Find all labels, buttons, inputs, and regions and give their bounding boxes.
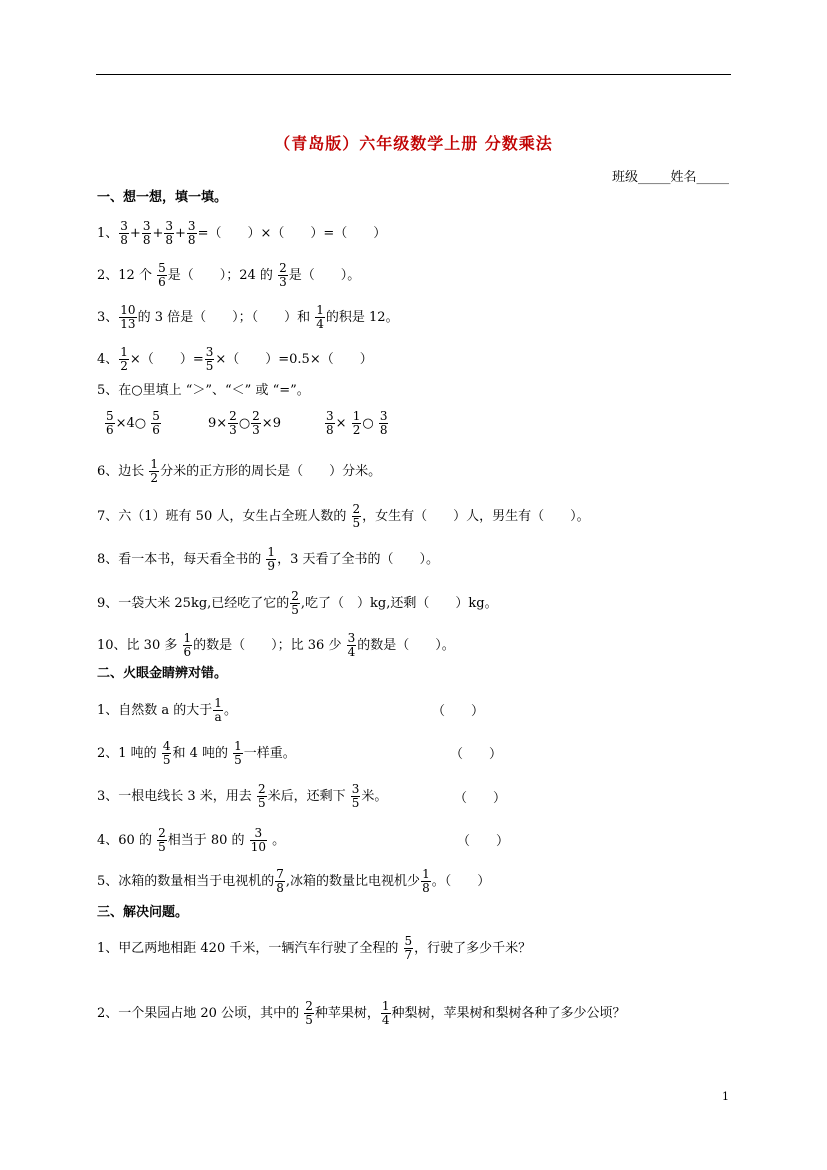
fraction: $\frac{2}{5}$ <box>257 782 266 810</box>
fraction: $\frac{1}{8}$ <box>422 867 430 895</box>
compare-item-b: 9× $\frac{2}{3}$ ○ $\frac{2}{3}$ ×9 <box>208 409 281 437</box>
question-1-2: 2、12 个 $\frac{5}{6}$ 是（ ）；24 的 $\frac{2}{3}$ 是（ ）。 <box>97 261 361 289</box>
question-1-1: 1、 $\frac{3}{8}$ + $\frac{3}{8}$ + $\frac{3}{8}$ + $\frac{3}{8}$ =（ ）×（ ）=（ ） <box>97 219 387 247</box>
fraction: $\frac{3}{10}$ <box>250 826 266 854</box>
fraction: $\frac{10}{13}$ <box>120 303 136 331</box>
question-1-7: 7、六（1）班有 50 人，女生占全班人数的 $\frac{2}{5}$ ，女生有（ ）人，男生有（ ）。 <box>97 502 590 530</box>
fraction: $\frac{1}{a}$ <box>214 696 222 724</box>
question-1-9: 9、一袋大米 25kg,已经吃了它的 $\frac{2}{5}$ ,吃了（ ）kg,还剩（ ）kg。 <box>97 589 498 617</box>
question-1-4: 4、 $\frac{1}{2}$ ×（ ）= $\frac{3}{5}$ ×（ ）=0.5×（ ） <box>97 345 373 373</box>
fraction: $\frac{2}{3}$ <box>252 409 260 437</box>
judge-3-answer: （ ） <box>454 791 507 806</box>
fraction: $\frac{3}{8}$ <box>187 219 196 247</box>
fraction: $\frac{1}{6}$ <box>183 631 192 659</box>
judge-1-answer: （ ） <box>432 704 485 719</box>
page-title: （青岛版）六年级数学上册 分数乘法 <box>274 134 553 153</box>
question-1-6: 6、边长 $\frac{1}{2}$ 分米的正方形的周长是（ ）分米。 <box>97 457 382 485</box>
header-rule <box>96 74 731 75</box>
fraction: $\frac{3}{8}$ <box>326 409 334 437</box>
fraction: $\frac{1}{2}$ <box>150 457 159 485</box>
question-1-5: 5、在○里填上 “＞”、“＜” 或 “=”。 <box>97 383 310 398</box>
fraction: $\frac{3}{4}$ <box>347 631 356 659</box>
fraction: $\frac{2}{3}$ <box>229 409 237 437</box>
fraction: $\frac{1}{2}$ <box>352 409 361 437</box>
fraction: $\frac{3}{8}$ <box>120 219 128 247</box>
section-1-heading: 一、想一想，填一填。 <box>97 190 228 205</box>
judge-2-answer: （ ） <box>450 747 503 762</box>
section-2-heading: 二、火眼金睛辨对错。 <box>97 666 228 681</box>
fraction: $\frac{2}{5}$ <box>352 502 361 530</box>
section-3-heading: 三、解决问题。 <box>97 905 189 920</box>
fraction: $\frac{1}{5}$ <box>234 739 242 767</box>
fraction: $\frac{5}{6}$ <box>106 409 114 437</box>
problem-2: 2、一个果园占地 20 公顷，其中的 $\frac{2}{5}$ 种苹果树， $\frac{1}{4}$ 种梨树，苹果树和梨树各种了多少公顷？ <box>97 999 626 1027</box>
compare-item-c: $\frac{3}{8}$ × $\frac{1}{2}$ ○ $\frac{3}{8}$ <box>326 409 388 437</box>
fraction: $\frac{5}{7}$ <box>404 934 413 962</box>
judge-4-answer: （ ） <box>457 834 510 849</box>
fraction: $\frac{1}{2}$ <box>120 345 128 373</box>
fraction: $\frac{3}{5}$ <box>351 782 360 810</box>
fraction: $\frac{3}{8}$ <box>142 219 151 247</box>
fraction: $\frac{1}{4}$ <box>316 303 324 331</box>
fraction: $\frac{4}{5}$ <box>162 739 171 767</box>
fraction: $\frac{5}{6}$ <box>152 409 160 437</box>
fraction: $\frac{7}{8}$ <box>276 867 284 895</box>
problem-1: 1、甲乙两地相距 420 千米，一辆汽车行驶了全程的 $\frac{5}{7}$ ，行驶了多少千米？ <box>97 934 532 962</box>
fraction: $\frac{3}{8}$ <box>165 219 174 247</box>
fraction: $\frac{3}{8}$ <box>379 409 388 437</box>
q-text: =（ ）×（ ）=（ ） <box>197 226 387 241</box>
fraction: $\frac{2}{5}$ <box>158 826 166 854</box>
fraction: $\frac{2}{5}$ <box>291 589 299 617</box>
q-text: 1、 <box>97 226 119 241</box>
judge-5: 5、冰箱的数量相当于电视机的 $\frac{7}{8}$ ,冰箱的数量比电视机少 $\frac{1}{8}$ 。（ ） <box>97 867 491 895</box>
fraction: $\frac{1}{9}$ <box>267 545 276 573</box>
compare-item-a: $\frac{5}{6}$ ×4○ $\frac{5}{6}$ <box>106 409 160 437</box>
fraction: $\frac{1}{4}$ <box>381 999 390 1027</box>
class-name-field: 班级_____姓名_____ <box>611 170 729 185</box>
fraction: $\frac{2}{3}$ <box>279 261 287 289</box>
judge-1: 1、自然数 a 的大于 $\frac{1}{a}$ 。 <box>97 696 237 724</box>
page-number: 1 <box>722 1090 729 1103</box>
judge-4: 4、60 的 $\frac{2}{5}$ 相当于 80 的 $\frac{3}{10}$ 。 <box>97 826 286 854</box>
fraction: $\frac{3}{5}$ <box>205 345 214 373</box>
fraction: $\frac{2}{5}$ <box>305 999 313 1027</box>
fraction: $\frac{5}{6}$ <box>158 261 166 289</box>
judge-3: 3、一根电线长 3 米，用去 $\frac{2}{5}$ 米后，还剩下 $\frac{3}{5}$ 米。 <box>97 782 388 810</box>
judge-2: 2、1 吨的 $\frac{4}{5}$ 和 4 吨的 $\frac{1}{5}$ 一样重。 <box>97 739 296 767</box>
question-1-3: 3、 $\frac{10}{13}$ 的 3 倍是（ ）；（ ）和 $\frac{1}{4}$ 的积是 12。 <box>97 303 399 331</box>
question-1-10: 10、比 30 多 $\frac{1}{6}$ 的数是（ ）；比 36 少 $\frac{3}{4}$ 的数是（ ）。 <box>97 631 455 659</box>
question-1-8: 8、看一本书，每天看全书的 $\frac{1}{9}$ ，3 天看了全书的（ ）。 <box>97 545 439 573</box>
